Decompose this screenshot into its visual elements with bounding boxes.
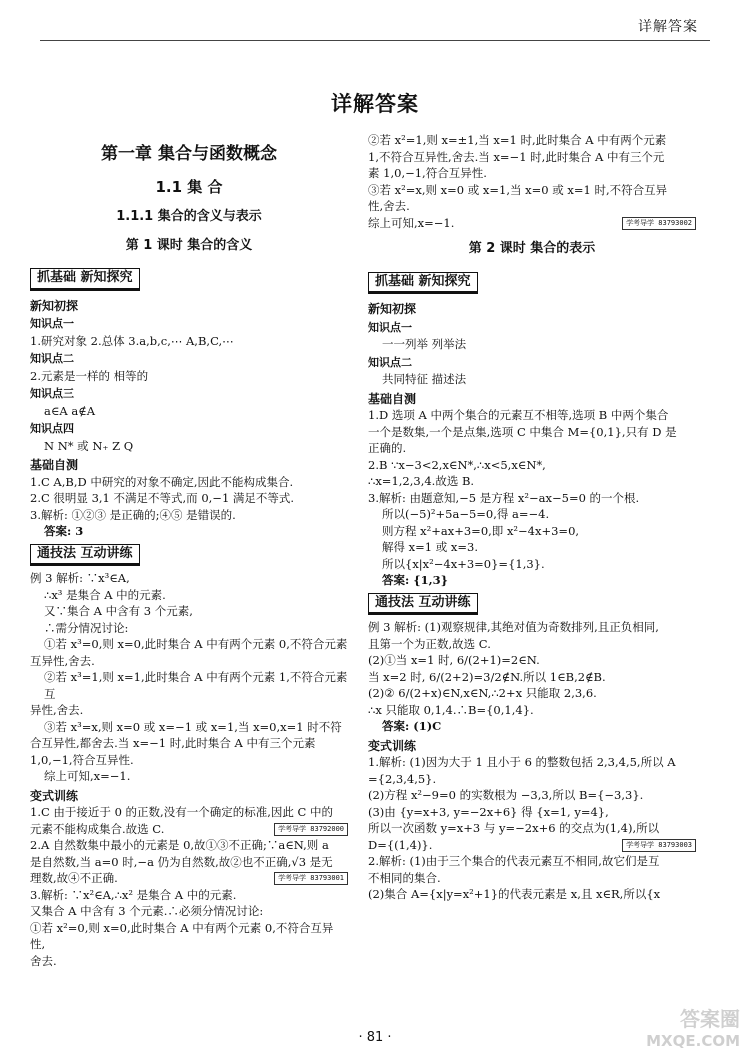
watermark-text: 答案圈 — [680, 1007, 740, 1031]
variant-line: ={2,3,4,5}. — [368, 771, 437, 786]
answer-line: ∴x=1,2,3,4.故选 B. — [368, 474, 475, 488]
answer-line: 正确的. — [368, 441, 407, 455]
variant-heading: 变式训练 — [368, 738, 417, 753]
knowledge-point-label: 知识点一 — [30, 317, 74, 330]
variant-line: 2.解析: (1)由于三个集合的代表元素互不相同,故它们是互 — [368, 854, 660, 868]
example-line: 例 3 解析: (1)观察规律,其绝对值为奇数排列,且正负相同, — [368, 620, 659, 634]
answer-line: 所以(−5)²+5a−5=0,得 a=−4. — [382, 507, 550, 521]
knowledge-point-text: 2.元素是一样的 相等的 — [30, 368, 149, 383]
answer-line: 2.B ∵x−3<2,x∈N*,∴x<5,x∈N*, — [368, 457, 546, 472]
qr-stamp: 学考导学 83793002 — [622, 217, 696, 230]
new-knowledge-heading: 新知初探 — [368, 302, 417, 316]
continued-line: 素 1,0,−1,符合互异性. — [368, 166, 487, 180]
answer-line: 答案: 3 — [44, 524, 84, 538]
example-block — [30, 570, 348, 785]
basic-test-heading: 基础自测 — [368, 391, 417, 406]
variant-line: 所以一次函数 y=x+3 与 y=−2x+6 的交点为(1,4),所以 — [368, 821, 660, 835]
continued-line: 性,舍去. — [368, 199, 410, 213]
variant-line: 2.A 自然数集中最小的元素是 0,故①③不正确;∵a∈N,则 a — [30, 838, 329, 852]
knowledge-point-text: a∈A a∉A — [44, 403, 96, 418]
page-number: · 81 · — [358, 1030, 392, 1045]
answer-line: 解得 x=1 或 x=3. — [382, 540, 478, 554]
variant-line: (2)集合 A={x|y=x²+1}的代表元素是 x,且 x∈R,所以{x — [368, 887, 661, 901]
knowledge-point-label: 知识点二 — [30, 352, 74, 365]
answer-line: 一个是数集,一个是点集,选项 C 中集合 M={0,1},只有 D 是 — [368, 424, 677, 439]
section-heading: 1.1 集 合 — [155, 177, 223, 196]
knowledge-point-label: 知识点一 — [368, 320, 412, 334]
variant-heading: 变式训练 — [30, 788, 79, 803]
box-heading-methods: 通技法 互动讲练 — [30, 544, 140, 567]
qr-stamp: 学考导学 83793003 — [622, 839, 696, 852]
knowledge-point-text: 一一列举 列举法 — [382, 337, 467, 351]
variant-line: 舍去. — [30, 953, 57, 968]
basic-test-heading: 基础自测 — [30, 458, 79, 472]
variant-line: 1.解析: (1)因为大于 1 且小于 6 的整数包括 2,3,4,5,所以 A — [368, 755, 676, 769]
answer-line: 1.C A,B,D 中研究的对象不确定,因此不能构成集合. — [30, 474, 294, 489]
answer-line: 3.解析: 由题意知,−5 是方程 x²−ax−5=0 的一个根. — [368, 490, 640, 505]
example-line: ∴x³ 是集合 A 中的元素. — [44, 587, 166, 602]
box-heading-methods: 通技法 互动讲练 — [368, 593, 478, 616]
example-line: ②若 x³=1,则 x=1,此时集合 A 中有两个元素 1,不符合元素互 — [44, 670, 348, 701]
variant-line: 不相同的集合. — [368, 870, 441, 885]
variant-block — [30, 804, 348, 969]
page-title: 详解答案 — [331, 92, 419, 116]
answer-line: 3.解析: ①②③ 是正确的;④⑤ 是错误的. — [30, 507, 236, 522]
example-line: 合互异性,都舍去.当 x=−1 时,此时集合 A 中有三个元素 — [30, 736, 316, 750]
knowledge-point-text: 共同特征 描述法 — [382, 372, 467, 386]
knowledge-point-label: 知识点四 — [30, 422, 74, 435]
variant-line: 元素不能构成集合.故选 C. 学考导学 83792000 — [30, 821, 348, 838]
variant-line: (2)方程 x²−9=0 的实数根为 −3,3,所以 B={−3,3}. — [368, 788, 644, 802]
example-line: ③若 x³=x,则 x=0 或 x=−1 或 x=1,当 x=0,x=1 时不符 — [44, 719, 342, 734]
example-line: (2)①当 x=1 时, 6/(2+1)=2∈N. — [368, 653, 540, 667]
lesson-heading: 第 1 课时 集合的含义 — [125, 237, 253, 253]
box-heading-basics: 抓基础 新知探究 — [368, 272, 478, 295]
knowledge-point-text: 1.研究对象 2.总体 3.a,b,c,⋯ A,B,C,⋯ — [30, 333, 234, 348]
new-knowledge-heading: 新知初探 — [30, 298, 79, 313]
knowledge-point-text: N N* 或 N₊ Z Q — [44, 438, 134, 453]
example-line: 互异性,舍去. — [30, 653, 95, 668]
answer-line: 1.D 选项 A 中两个集合的元素互不相等,选项 B 中两个集合 — [368, 408, 669, 422]
example-line: (2)② 6/(2+x)∈N,x∈N,∴2+x 只能取 2,3,6. — [368, 686, 597, 700]
continued-line: 综上可知,x=−1. 学考导学 83793002 — [368, 215, 696, 232]
variant-line: 1.C 由于接近于 0 的正数,没有一个确定的标准,因此 C 中的 — [30, 805, 333, 819]
example-line: ∴x 只能取 0,1,4.∴B={0,1,4}. — [368, 702, 534, 717]
watermark-url: MXQE.COM — [646, 1032, 740, 1050]
continued-line: 1,不符合互异性,舍去.当 x=−1 时,此时集合 A 中有三个元 — [368, 149, 665, 164]
header-divider — [40, 40, 710, 41]
continued-line: ③若 x²=x,则 x=0 或 x=1,当 x=0 或 x=1 时,不符合互异 — [368, 182, 668, 197]
example-line: 且第一个为正数,故选 C. — [368, 636, 491, 651]
example-line: 又∵集合 A 中含有 3 个元素, — [44, 604, 193, 618]
box-heading-basics: 抓基础 新知探究 — [30, 268, 140, 291]
answer-line: 则方程 x²+ax+3=0,即 x²−4x+3=0, — [382, 523, 580, 538]
example-line: 例 3 解析: ∵x³∈A, — [30, 571, 130, 585]
example-line: 异性,舍去. — [30, 703, 84, 717]
variant-line: ①若 x²=0,则 x=0,此时集合 A 中有两个元素 0,不符合互异性, — [30, 920, 334, 951]
left-column — [30, 140, 348, 969]
qr-stamp: 学考导学 83792000 — [274, 823, 348, 836]
watermark-logo — [646, 1008, 740, 1052]
variant-line: 理数,故④不正确. 学考导学 83793001 — [30, 870, 348, 887]
running-header: 详解答案 — [638, 19, 698, 35]
example-line: 答案: (1)C — [382, 719, 442, 733]
variant-line: 3.解析: ∵x²∈A,∴x² 是集合 A 中的元素. — [30, 887, 237, 902]
variant-line: 是自然数,当 a=0 时,−a 仍为自然数,故②也不正确,√3 是无 — [30, 854, 333, 869]
example-line: 1,0,−1,符合互异性. — [30, 752, 134, 767]
lesson-heading: 第 2 课时 集合的表示 — [468, 241, 596, 256]
example-line: ∴需分情况讨论: — [44, 620, 129, 635]
variant-line: 又集合 A 中含有 3 个元素.∴必须分情况讨论: — [30, 904, 264, 918]
subsection-heading: 1.1.1 集合的含义与表示 — [116, 209, 262, 224]
example-line: 综上可知,x=−1. — [44, 769, 131, 783]
answer-line: 2.C 很明显 3,1 不满足不等式,而 0,−1 满足不等式. — [30, 491, 295, 505]
variant-line: (3)由 {y=x+3, y=−2x+6} 得 {x=1, y=4}, — [368, 804, 609, 819]
qr-stamp: 学考导学 83793001 — [274, 872, 348, 885]
chapter-heading: 第一章 集合与函数概念 — [101, 144, 277, 164]
answer-line: 答案: {1,3} — [382, 573, 449, 587]
example-line: 当 x=2 时, 6/(2+2)=3/2∉N.所以 1∈B,2∉B. — [368, 669, 606, 684]
answer-line: 所以{x|x²−4x+3=0}={1,3}. — [382, 556, 545, 571]
right-column — [368, 132, 696, 903]
continued-line: ②若 x²=1,则 x=±1,当 x=1 时,此时集合 A 中有两个元素 — [368, 133, 667, 147]
variant-line: D={(1,4)}. 学考导学 83793003 — [368, 837, 696, 854]
example-line: ①若 x³=0,则 x=0,此时集合 A 中有两个元素 0,不符合元素 — [44, 637, 348, 651]
knowledge-point-label: 知识点三 — [30, 387, 74, 400]
knowledge-point-label: 知识点二 — [368, 355, 412, 369]
